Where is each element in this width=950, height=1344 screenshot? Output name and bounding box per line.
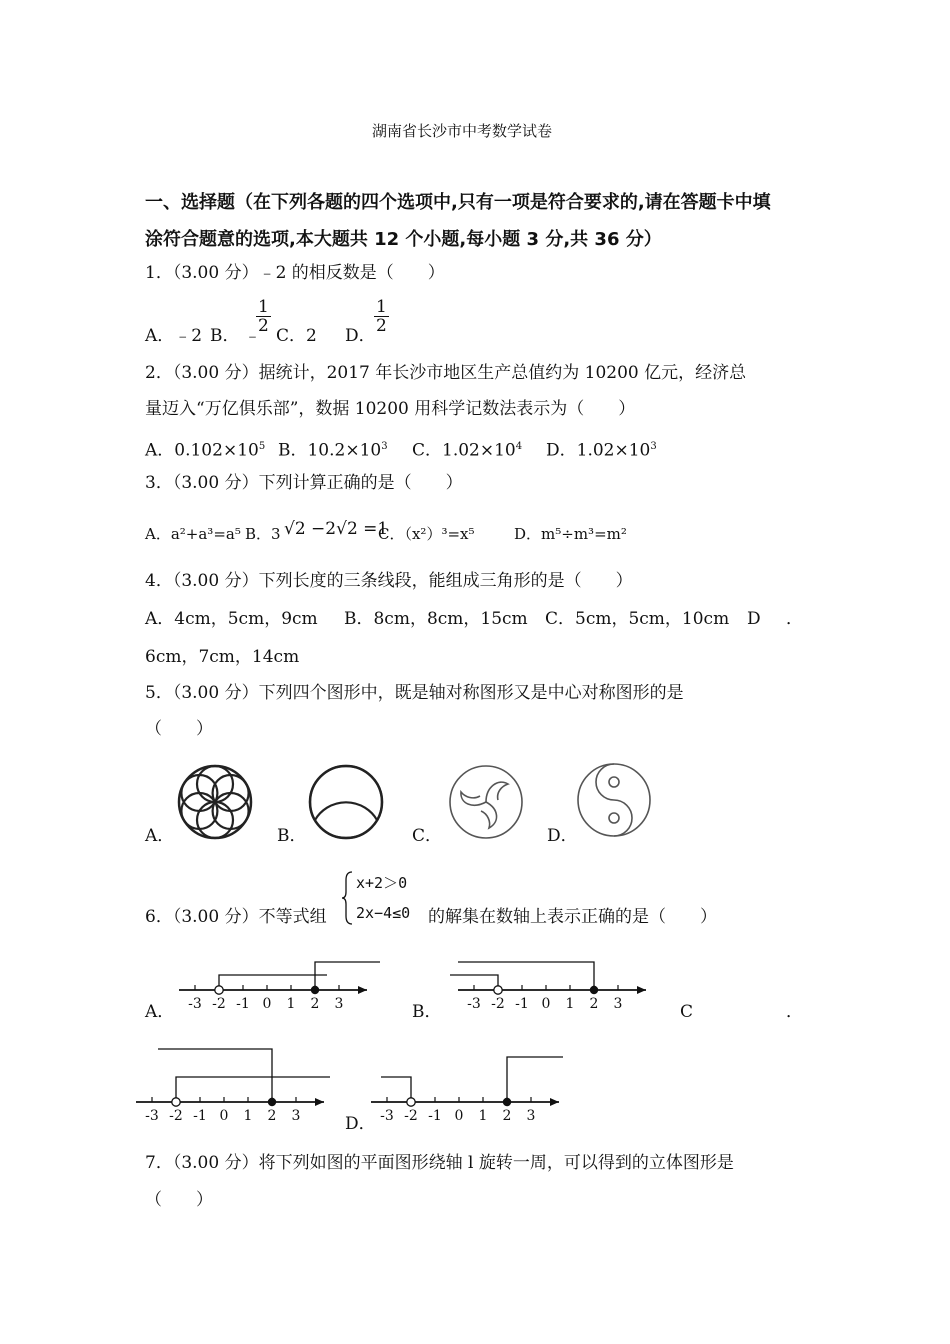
q2-line1: 2．（3.00 分）据统计，2017 年长沙市地区生产总值约为 10200 亿元，经济总	[145, 363, 747, 383]
q6-label-c-dot: ．	[786, 1002, 803, 1022]
q2-option-a	[145, 436, 265, 462]
closed-point-bracket	[507, 1057, 563, 1102]
q3-option-a: A．a²+a³=a⁵	[145, 525, 241, 543]
q4-option-a: A．4cm，5cm，9cm	[145, 609, 318, 629]
q1-stem: 1．（3.00 分）﹣2 的相反数是（ ）	[145, 263, 445, 283]
tick-label: 2	[267, 1108, 277, 1124]
tick-label: -1	[193, 1108, 207, 1124]
tick-label: 0	[454, 1108, 464, 1124]
tick-label: 0	[262, 996, 272, 1012]
q1-option-d-fraction	[374, 298, 389, 335]
q5-figure-a-flower	[175, 762, 255, 842]
tick-label: -2	[212, 996, 226, 1012]
q5-label-d: D．	[547, 826, 578, 846]
q6-system-line2: 2x−4≤0	[356, 904, 411, 922]
tick-label: 1	[478, 1108, 488, 1124]
q3-stem: 3．（3.00 分）下列计算正确的是（ ）	[145, 473, 463, 493]
fraction-numerator: 1	[258, 297, 269, 317]
q5-label-b: B．	[277, 826, 307, 846]
q4-option-d-continued: 6cm，7cm，14cm	[145, 647, 300, 667]
q6-numberline-b	[450, 955, 660, 1015]
closed-point-bracket	[458, 962, 594, 990]
q5-line1: 5．（3.00 分）下列四个图形中，既是轴对称图形又是中心对称图形的是	[145, 683, 684, 703]
q2-option-a-text: A．0.102×10	[145, 440, 259, 461]
open-point	[172, 1098, 180, 1106]
q2-option-b	[278, 436, 388, 462]
tick-label: 3	[334, 996, 344, 1012]
tick-label: -1	[515, 996, 529, 1012]
q2-option-d	[546, 436, 657, 462]
tick-label: 3	[291, 1108, 301, 1124]
closed-point	[268, 1098, 276, 1106]
open-point	[215, 986, 223, 994]
q2-option-c-exp: 4	[515, 441, 523, 452]
axis-arrow	[315, 1098, 324, 1106]
q2-option-b-exp: 3	[381, 441, 388, 452]
q6-numberline-d	[373, 1072, 573, 1122]
closed-point	[311, 986, 319, 994]
tick-label: 0	[541, 996, 551, 1012]
q2-option-b-text: B．10.2×10	[278, 440, 382, 461]
q5-figure-c-triskelion	[446, 762, 526, 842]
q6-numberline-a	[175, 955, 385, 1015]
q6-stem-suffix: 的解集在数轴上表示正确的是（ ）	[428, 907, 717, 927]
q5-label-c: C．	[412, 826, 443, 846]
q2-option-a-exp: 5	[258, 441, 266, 452]
tick-label: -2	[169, 1108, 183, 1124]
q4-option-c: C．5cm，5cm，10cm	[545, 609, 730, 629]
q6-stem-prefix: 6．（3.00 分）不等式组	[145, 907, 327, 927]
q6-label-a: A．	[145, 1002, 175, 1022]
open-point	[407, 1098, 415, 1106]
section-header-line2: 涂符合题意的选项,本大题共 12 个小题,每小题 3 分,共 36 分）	[145, 229, 662, 250]
q5-figure-d-yinyang	[574, 760, 654, 840]
tick-label: 1	[243, 1108, 253, 1124]
q3-option-b-expression: √2 −2√2 =1	[284, 519, 389, 539]
axis-arrow	[358, 986, 367, 994]
q2-option-c-text: C．1.02×10	[412, 440, 516, 461]
closed-point-bracket	[158, 1049, 272, 1102]
q6-system-brace	[342, 870, 354, 926]
tick-label: -1	[428, 1108, 442, 1124]
axis-arrow	[550, 1098, 559, 1106]
closed-point	[503, 1098, 511, 1106]
q1-option-a: A．﹣2	[145, 326, 203, 346]
q1-option-c: C．2	[276, 326, 317, 346]
q3-option-d: D．m⁵÷m³=m²	[514, 525, 627, 543]
q4-option-d-label: D	[747, 609, 761, 629]
q4-option-b: B．8cm，8cm，15cm	[344, 609, 528, 629]
q5-line2: （ ）	[145, 719, 213, 739]
q2-option-d-text: D．1.02×10	[546, 440, 651, 461]
q3-option-c: C．（x²）³=x⁵	[378, 525, 475, 543]
open-point-bracket	[219, 975, 327, 990]
section-header-line1: 一、选择题（在下列各题的四个选项中,只有一项是符合要求的,请在答题卡中填	[145, 192, 771, 213]
open-point	[494, 986, 502, 994]
q2-line2: 量迈入“万亿俱乐部”，数据 10200 用科学记数法表示为（ ）	[145, 399, 636, 419]
q4-option-d-dot: ．	[786, 609, 803, 629]
tick-label: 1	[286, 996, 296, 1012]
q4-stem: 4．（3.00 分）下列长度的三条线段，能组成三角形的是（ ）	[145, 571, 633, 591]
q6-numberline-c	[140, 1062, 340, 1122]
fraction-denominator: 2	[258, 316, 269, 336]
q5-figure-b-arcs	[306, 762, 386, 842]
open-point-bracket	[176, 1077, 330, 1102]
axis-arrow	[637, 986, 646, 994]
tick-label: 1	[565, 996, 575, 1012]
q1-option-b-fraction	[256, 298, 271, 335]
q6-label-c: C	[680, 1002, 694, 1022]
tick-label: -2	[491, 996, 505, 1012]
open-point-bracket	[381, 1077, 411, 1102]
closed-point-bracket	[315, 962, 380, 990]
q1-option-b-label: B．	[210, 326, 240, 346]
fraction-denominator: 2	[376, 316, 387, 336]
q1-option-b-sign: ﹣	[244, 326, 261, 346]
q1-option-d-label: D．	[345, 326, 376, 346]
tick-label: -3	[145, 1108, 159, 1124]
closed-point	[590, 986, 598, 994]
q3-option-b-label: B．3	[245, 525, 281, 543]
tick-label: 2	[310, 996, 320, 1012]
tick-label: -2	[404, 1108, 418, 1124]
page-title: 湖南省长沙市中考数学试卷	[372, 122, 553, 140]
q7-line2: （ ）	[145, 1190, 213, 1210]
q6-label-b: B．	[412, 1002, 442, 1022]
tick-label: -3	[380, 1108, 394, 1124]
q6-label-d: D．	[345, 1114, 376, 1134]
q2-option-d-exp: 3	[650, 441, 657, 452]
tick-label: -3	[188, 996, 202, 1012]
tick-label: -3	[467, 996, 481, 1012]
q6-system-line1: x+2＞0	[356, 874, 408, 892]
tick-label: -1	[236, 996, 250, 1012]
tick-label: 3	[526, 1108, 536, 1124]
tick-label: 2	[502, 1108, 512, 1124]
tick-label: 0	[219, 1108, 229, 1124]
tick-label: 3	[613, 996, 623, 1012]
q7-line1: 7．（3.00 分）将下列如图的平面图形绕轴 l 旋转一周，可以得到的立体图形是	[145, 1153, 734, 1173]
q5-label-a: A．	[145, 826, 175, 846]
q2-option-c	[412, 436, 522, 462]
tick-label: 2	[589, 996, 599, 1012]
fraction-numerator: 1	[376, 297, 387, 317]
